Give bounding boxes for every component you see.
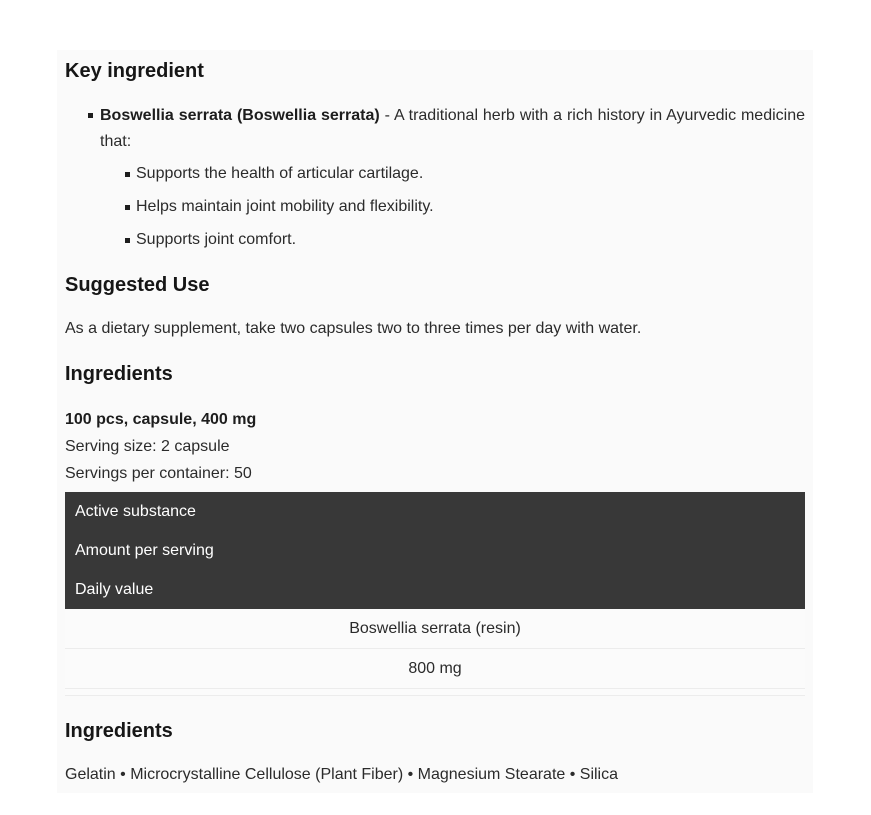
product-details-panel	[57, 50, 813, 793]
product-spec-block	[65, 406, 805, 487]
benefit-item	[65, 197, 805, 217]
table-header-daily-value: Daily value	[75, 581, 154, 598]
other-ingredients-heading: Ingredients	[65, 720, 173, 742]
other-ingredients-text: Gelatin • Microcrystalline Cellulose (Plant Fiber) • Magnesium Stearate • Silica	[65, 766, 619, 783]
key-ingredient-item	[65, 103, 805, 155]
ingredient-description: - A traditional herb with a rich history in Ayurvedic medicine that:	[100, 107, 806, 150]
cell-daily-value	[65, 689, 805, 696]
benefit-item	[65, 164, 805, 184]
benefit-text: Helps maintain joint mobility and flexibility.	[136, 198, 434, 215]
table-row	[65, 609, 805, 696]
bullet-square-icon	[125, 172, 130, 177]
cell-active-substance: Boswellia serrata (resin)	[65, 609, 805, 649]
ingredient-name: Boswellia serrata (Boswellia serrata)	[100, 107, 380, 124]
benefit-text: Supports joint comfort.	[136, 231, 297, 248]
suggested-use-text: As a dietary supplement, take two capsules two to three times per day with water.	[65, 320, 642, 337]
ingredients-heading: Ingredients	[65, 363, 173, 385]
servings-per-container: Servings per container: 50	[65, 465, 252, 482]
benefit-item	[65, 230, 805, 250]
bullet-square-icon	[88, 113, 93, 118]
bullet-square-icon	[125, 205, 130, 210]
benefits-list	[65, 164, 805, 250]
serving-size: Serving size: 2 capsule	[65, 438, 230, 455]
key-ingredient-heading: Key ingredient	[65, 60, 204, 82]
table-header-amount-per-serving: Amount per serving	[75, 542, 214, 559]
table-header	[65, 492, 805, 609]
supplement-facts-table	[65, 492, 805, 696]
benefit-text: Supports the health of articular cartilage.	[136, 165, 424, 182]
key-ingredient-list	[65, 103, 805, 155]
suggested-use-heading: Suggested Use	[65, 274, 210, 296]
cell-amount-per-serving: 800 mg	[65, 649, 805, 689]
table-header-active-substance: Active substance	[75, 503, 196, 520]
product-spec: 100 pcs, capsule, 400 mg	[65, 411, 257, 428]
bullet-square-icon	[125, 238, 130, 243]
